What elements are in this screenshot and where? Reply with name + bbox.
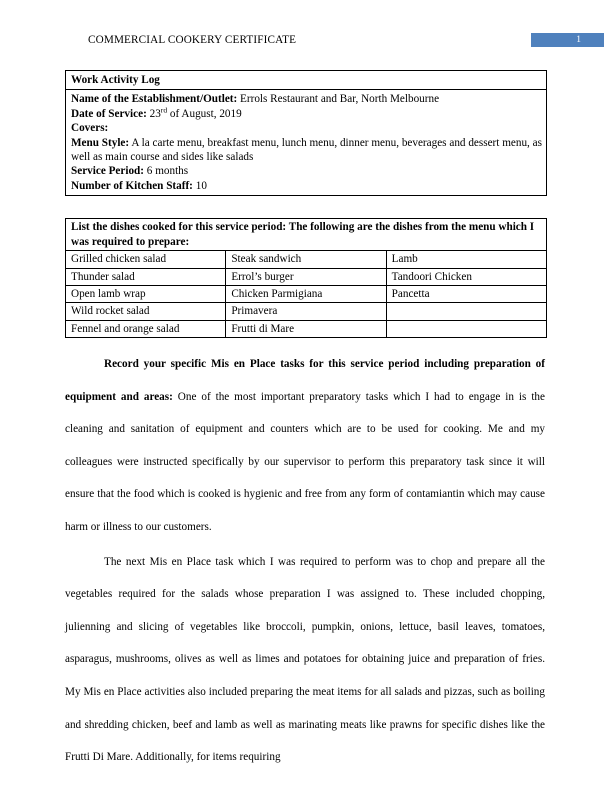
paragraph-mis-en-place-vegetables: The next Mis en Place task which I was required to perform was to chop and prepare all the vegetables required for the salads whose preparation I was assigned to. These included chopping, julienning and slicing of vegetables like broccoli, pumpkin, onions, lettuce, basil leaves, tomatoes, asparagus, mushrooms, olives as well as limes and potatoes for obtaining juice and preparation of fries. My Mis en Place activities also included preparing the meat items for all salads and pizzas, such as boiling and shredding chicken, beef and lamb as well as marinating meats like prawns for specific dishes like the Frutti Di Mare. Additionally, for items requiring (65, 555, 545, 764)
covers-line (71, 121, 542, 135)
dish-cell: Fennel and orange salad (66, 320, 226, 337)
work-activity-log-title: Work Activity Log (66, 71, 547, 90)
paragraph-1-prompt: Record your specific Mis en Place tasks for this service period including preparation of equipment and areas: (65, 358, 545, 403)
table-row (66, 90, 547, 196)
table-row (66, 268, 547, 285)
dish-cell: Primavera (226, 303, 386, 320)
date-rest: of August, 2019 (167, 107, 242, 120)
menu-style-line (71, 136, 542, 165)
covers-label: Covers: (71, 122, 109, 135)
work-activity-log-table (65, 70, 547, 196)
dish-cell (386, 320, 546, 337)
dish-cell: Steak sandwich (226, 251, 386, 268)
page-header (0, 33, 612, 53)
page-number: 1 (576, 35, 581, 45)
establishment-label: Name of the Establishment/Outlet: (71, 93, 238, 106)
menu-style-label: Menu Style: (71, 136, 130, 149)
service-period-value: 6 months (146, 165, 189, 178)
work-activity-log-details (66, 90, 547, 196)
dish-cell: Grilled chicken salad (66, 251, 226, 268)
date-ordinal-suffix: rd (160, 105, 168, 115)
establishment-value: Errols Restaurant and Bar, North Melbourne (240, 93, 440, 106)
page-number-badge (531, 33, 604, 47)
dish-cell: Lamb (386, 251, 546, 268)
table-row (66, 286, 547, 303)
dish-cell (386, 303, 546, 320)
table-row (66, 320, 547, 337)
dish-cell: Pancetta (386, 286, 546, 303)
date-of-service-value (149, 105, 242, 120)
establishment-line (71, 92, 542, 106)
kitchen-staff-value: 10 (195, 179, 207, 192)
table-row (66, 71, 547, 90)
date-of-service-label: Date of Service: (71, 107, 147, 120)
dish-cell: Thunder salad (66, 268, 226, 285)
body-copy (65, 348, 545, 774)
dish-cell: Chicken Parmigiana (226, 286, 386, 303)
dish-cell: Wild rocket salad (66, 303, 226, 320)
date-number: 23 (149, 107, 161, 120)
kitchen-staff-line (71, 179, 542, 193)
menu-style-value: A la carte menu, breakfast menu, lunch menu, dinner menu, beverages and dessert menu, as well as main course and sides like salads (71, 136, 542, 164)
dish-cell: Open lamb wrap (66, 286, 226, 303)
table-row (66, 251, 547, 268)
table-row (66, 219, 547, 251)
kitchen-staff-label: Number of Kitchen Staff: (71, 179, 193, 192)
dish-cell: Errol’s burger (226, 268, 386, 285)
table-row (66, 303, 547, 320)
paragraph-mis-en-place-equipment (65, 348, 545, 544)
page-title: COMMERCIAL COOKERY CERTIFICATE (88, 34, 297, 46)
paragraph-1-answer: One of the most important preparatory tasks which I had to engage in is the cleaning and sanitation of equipment and counters which are to be used for cooking. Me and my colleagues were instructed specifically by our supervisor to perform this preparatory task since it will ensure that the food which is cooked is hygienic and free from any form of contamiantin which may cause harm or illness to our customers. (65, 390, 545, 533)
dishes-table (65, 218, 547, 338)
service-period-label: Service Period: (71, 165, 144, 178)
dish-cell: Frutti di Mare (226, 320, 386, 337)
dishes-table-heading: List the dishes cooked for this service period: The following are the dishes from the menu which I was required to prepare: (66, 219, 547, 251)
service-period-line (71, 164, 542, 178)
date-of-service-line (71, 107, 542, 121)
dish-cell: Tandoori Chicken (386, 268, 546, 285)
